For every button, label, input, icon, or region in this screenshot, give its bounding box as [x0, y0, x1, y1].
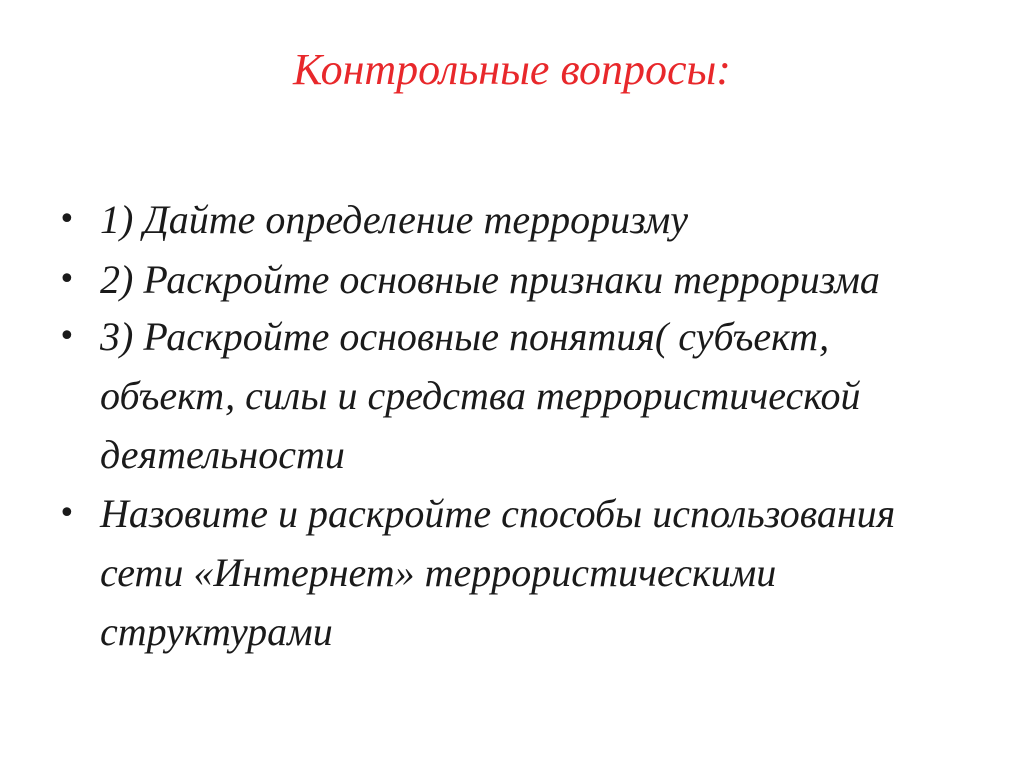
- question-item-1: [58, 190, 958, 249]
- question-text-4: Назовите и раскройте способы использования сети «Интернет» террористическими структурами: [100, 491, 896, 654]
- question-text-2: 2) Раскройте основные признаки терроризма: [100, 257, 880, 302]
- bullet-icon: •: [58, 262, 76, 297]
- bullet-icon: •: [58, 202, 76, 237]
- bullet-icon: •: [58, 496, 76, 531]
- slide-title: Контрольные вопросы:: [293, 45, 731, 94]
- question-item-2: [58, 250, 958, 309]
- question-text-3: 3) Раскройте основные понятия( субъект, объект, силы и средства террористической деятельности: [100, 314, 861, 477]
- question-item-3: [58, 307, 958, 484]
- bullet-icon: •: [58, 319, 76, 354]
- question-text-1: 1) Дайте определение терроризму: [100, 197, 688, 242]
- question-item-4: [58, 484, 958, 661]
- question-list: [58, 190, 958, 658]
